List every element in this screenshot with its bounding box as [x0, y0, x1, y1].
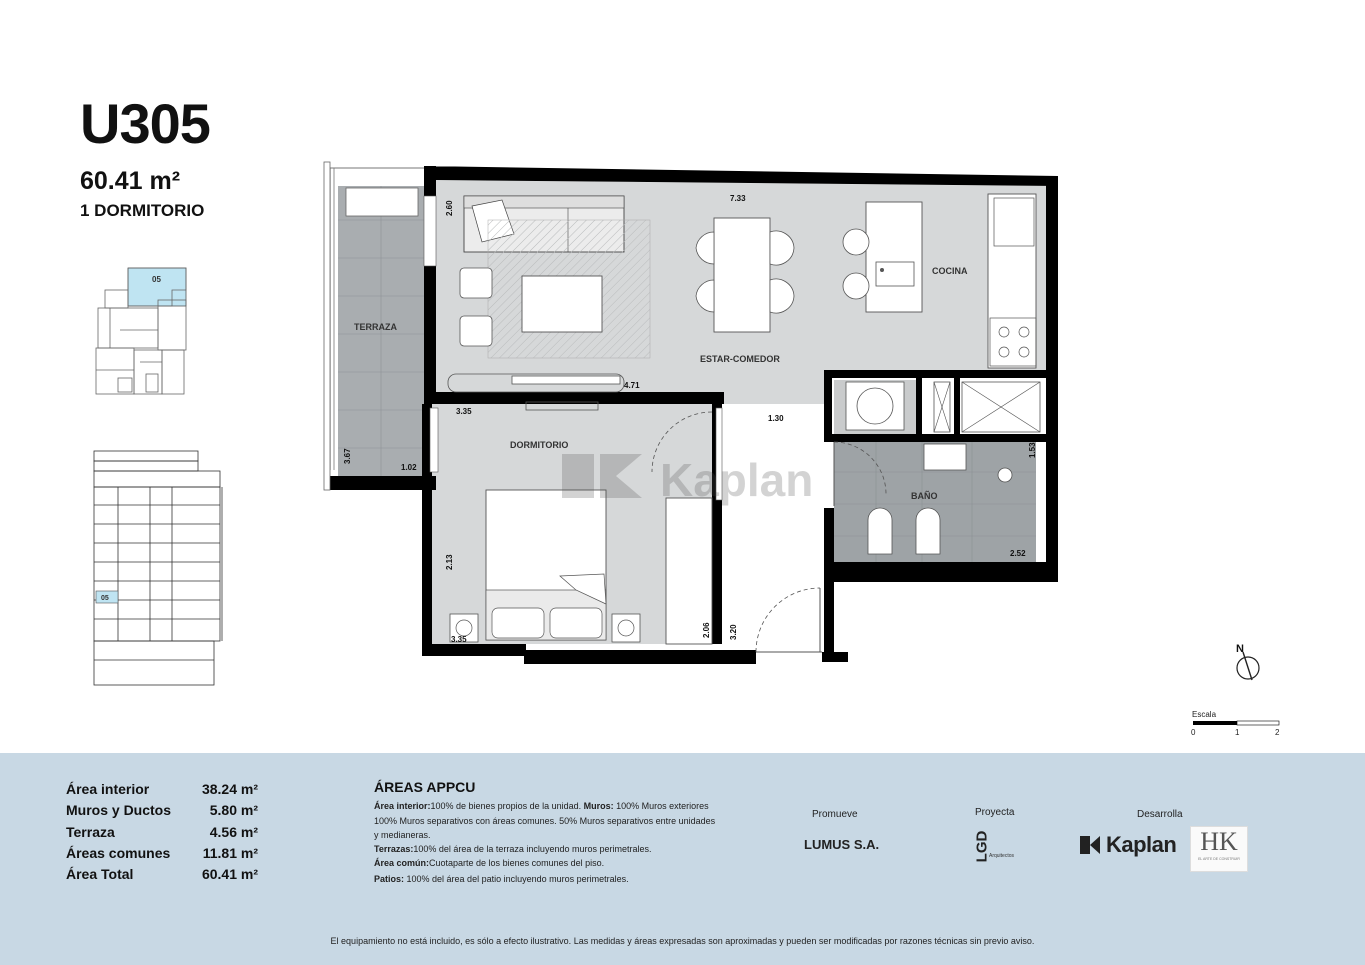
- appcu-title: ÁREAS APPCU: [374, 779, 476, 795]
- appcu-term: Área común:: [374, 858, 430, 868]
- appcu-line: [374, 873, 629, 885]
- bidet: [916, 508, 940, 554]
- disclaimer: El equipamiento no está incluido, es sólo a efecto ilustrativo. Las medidas y áreas expresadas son aproximadas y pueden ser modificadas por razones técnicas sin previo aviso.: [330, 936, 1035, 946]
- hk-logo-text: HK: [1200, 827, 1238, 856]
- key-plan-unit-tag: 05: [152, 275, 161, 284]
- scale-tick: 1: [1235, 728, 1240, 737]
- hall-floor: [720, 404, 828, 652]
- kitchen-counter: [988, 194, 1036, 368]
- pillow: [492, 608, 544, 638]
- shower-drain: [998, 468, 1012, 482]
- pouf: [460, 268, 492, 298]
- appcu-line: y medianeras.: [374, 830, 431, 840]
- scale-bar: [1191, 710, 1280, 737]
- appcu-term: Terrazas:: [374, 844, 414, 854]
- pouf: [460, 316, 492, 346]
- stool: [843, 229, 869, 255]
- coffee-table: [522, 276, 602, 332]
- scale-tick: 0: [1191, 728, 1196, 737]
- appcu-text: Cuotaparte de los bienes comunes del piso.: [429, 858, 605, 868]
- bath-sink: [924, 444, 966, 470]
- unit-rooms: 1 DORMITORIO: [80, 201, 205, 220]
- key-plan: [96, 268, 186, 394]
- window-living: [424, 196, 436, 266]
- room-label-estar-comedor: ESTAR-COMEDOR: [700, 354, 780, 364]
- area-label: Áreas comunes: [66, 845, 171, 861]
- appcu-line: [374, 857, 604, 869]
- kitchen-island: [866, 202, 922, 312]
- nightstand: [612, 614, 640, 642]
- hk-logo: [1190, 826, 1248, 872]
- dimension-label: 2.13: [445, 554, 454, 570]
- dimension-label: 1.30: [768, 414, 784, 423]
- appcu-text: 100% Muros exteriores: [613, 801, 709, 811]
- dimension-label: 3.20: [729, 624, 738, 640]
- dimension-label: 2.60: [445, 200, 454, 216]
- terrace-planter: [346, 188, 418, 216]
- area-label: Terraza: [66, 824, 115, 840]
- area-value: 38.24 m²: [201, 781, 258, 797]
- area-label: Muros y Ductos: [66, 802, 172, 818]
- tv: [512, 376, 620, 384]
- dimension-label: 3.35: [456, 407, 472, 416]
- room-label-cocina: COCINA: [932, 266, 968, 276]
- pillow: [550, 608, 602, 638]
- promueve-value: LUMUS S.A.: [804, 837, 880, 852]
- lgd-logo: LGD: [973, 830, 991, 863]
- dimension-label: 7.33: [730, 194, 746, 203]
- dimension-label: 3.67: [343, 448, 352, 464]
- dimension-label: 1.02: [401, 463, 417, 472]
- watermark-text: Kaplan: [660, 454, 814, 506]
- unit-title: U305: [80, 92, 210, 155]
- dining-table: [714, 218, 770, 332]
- desarrolla-label: Desarrolla: [1137, 809, 1183, 820]
- area-value: 60.41 m²: [201, 866, 258, 882]
- appcu-line: [374, 800, 709, 812]
- room-label-terraza: TERRAZA: [354, 322, 397, 332]
- wardrobe: [666, 498, 712, 644]
- building-elevation: [94, 451, 222, 685]
- area-label: Área Total: [66, 866, 134, 882]
- hk-logo-sub: EL ARTE DE CONSTRUIR: [1198, 857, 1240, 861]
- appcu-term: Muros:: [583, 801, 614, 811]
- window-bedroom: [430, 408, 438, 472]
- dimension-label: 3.35: [451, 635, 467, 644]
- kaplan-mark-arrow-icon: [1090, 836, 1100, 854]
- elevation-unit-tag: 05: [101, 595, 109, 602]
- appcu-text: 100% de bienes propios de la unidad.: [430, 801, 584, 811]
- dimension-label: 2.06: [702, 622, 711, 638]
- dimension-label: 2.52: [1010, 549, 1026, 558]
- lgd-logo-sub: Arquitectos: [989, 853, 1015, 859]
- kaplan-logo-text: Kaplan: [1106, 832, 1177, 857]
- area-value: 5.80 m²: [209, 802, 258, 818]
- proyecta-label: Proyecta: [975, 807, 1015, 818]
- washing-machine: [846, 382, 904, 430]
- appcu-line: 100% Muros separativos con áreas comunes. 50% Muros separativos entre unidades: [374, 816, 716, 826]
- room-label-bano: BAÑO: [911, 491, 938, 501]
- appcu-text: 100% del área del patio incluyendo muros perimetrales.: [404, 874, 629, 884]
- appcu-term: Área interior:: [374, 801, 431, 811]
- area-value: 4.56 m²: [209, 824, 258, 840]
- north-label: N: [1236, 643, 1244, 655]
- appcu-line: [374, 843, 652, 855]
- scale-label: Escala: [1192, 710, 1217, 719]
- appcu-text: 100% del área de la terraza incluyendo muros perimetrales.: [413, 844, 652, 854]
- room-label-dormitorio: DORMITORIO: [510, 440, 569, 450]
- scale-tick: 2: [1275, 728, 1280, 737]
- dimension-label: 4.71: [624, 381, 640, 390]
- stool: [843, 273, 869, 299]
- kaplan-mark-icon: [1080, 836, 1090, 854]
- unit-area: 60.41 m²: [80, 167, 181, 195]
- dimension-label: 1.53: [1028, 442, 1037, 458]
- area-value: 11.81 m²: [202, 845, 258, 861]
- toilet: [868, 508, 892, 554]
- promueve-label: Promueve: [812, 809, 858, 820]
- north-arrow: [1236, 643, 1259, 680]
- appcu-term: Patios:: [374, 874, 405, 884]
- kaplan-logo: [1080, 832, 1176, 858]
- area-label: Área interior: [66, 781, 150, 797]
